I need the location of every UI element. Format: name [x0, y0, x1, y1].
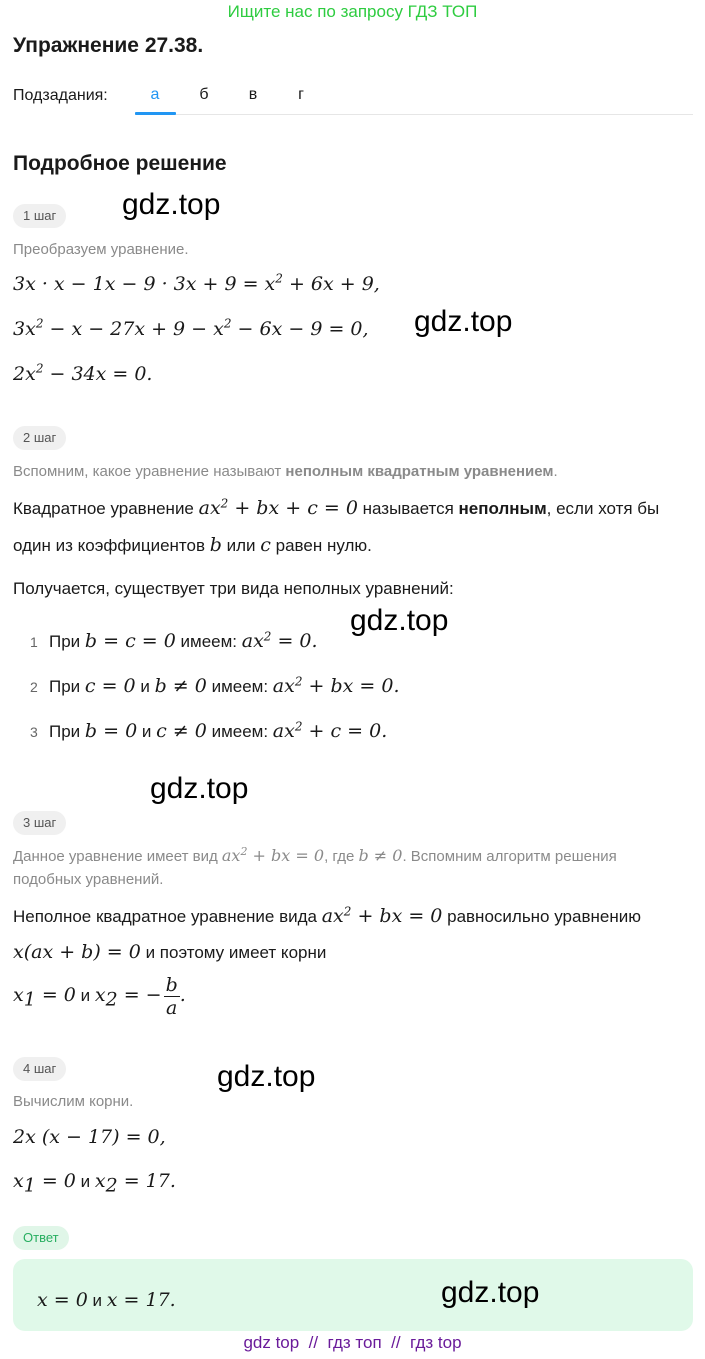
list-number: 1: [30, 634, 38, 650]
subtasks-label: Подзадания:: [13, 87, 108, 104]
watermark: gdz.top: [441, 1276, 540, 1309]
step4-equation-1: 2x (x − 17) = 0,: [13, 1126, 166, 1148]
step3-hint-line1: Данное уравнение имеет вид $ax^2$ + bx = 0, где b ≠ 0. Вспомним алгоритм решения: [13, 845, 617, 865]
step4-hint: Вычислим корни.: [13, 1093, 134, 1110]
list-text: При c = 0 и b ≠ 0 имеем: $ax^2$ + bx = 0.: [49, 674, 400, 697]
page-title: Упражнение 27.38.: [13, 34, 204, 57]
step2-definition-line1: Квадратное уравнение $ax^2$ + bx + c = 0 называется неполным, если хотя бы: [13, 496, 660, 519]
fraction: $\frac{b}{a}$: [165, 974, 178, 1019]
step2-types-intro: Получается, существует три вида неполных уравнений:: [13, 579, 454, 598]
watermark: gdz.top: [217, 1060, 316, 1093]
step4-roots: $x_1 = 0$ и $x_2 = 17$.: [13, 1170, 176, 1197]
step3-text-line2: x(ax + b) = 0 и поэтому имеет корни: [13, 941, 327, 963]
answer-text: x = 0 и x = 17.: [37, 1289, 176, 1311]
step2-hint: Вспомним, какое уравнение называют неполным квадратным уравнением.: [13, 463, 558, 480]
step-badge-3: 3 шаг: [13, 811, 66, 835]
list-number: 2: [30, 679, 38, 695]
watermark: gdz.top: [122, 188, 221, 221]
list-text: При b = c = 0 имеем: $ax^2 = 0$.: [49, 629, 318, 652]
active-tab-indicator: [135, 112, 176, 115]
step-badge-2: 2 шаг: [13, 426, 66, 450]
watermark: gdz.top: [350, 604, 449, 637]
step3-hint-line2: подобных уравнений.: [13, 871, 164, 888]
list-number: 3: [30, 724, 38, 740]
footer-links[interactable]: gdz top // гдз топ // гдз top: [243, 1333, 462, 1352]
step2-definition-line2: один из коэффициентов b или c равен нулю.: [13, 534, 372, 556]
step1-equation-2: $3x^2 - x - 27x + 9 - x^2 - 6x - 9 = 0$,: [13, 316, 369, 340]
list-text: При b = 0 и c ≠ 0 имеем: $ax^2 + c = 0$.: [49, 719, 388, 742]
step3-text-line1: Неполное квадратное уравнение вида $ax^2$ + bx = 0 равносильно уравнению: [13, 904, 641, 927]
tabs-divider: [135, 114, 693, 115]
tab-b[interactable]: б: [199, 86, 209, 103]
step-badge-1: 1 шаг: [13, 204, 66, 228]
tab-a[interactable]: а: [150, 86, 160, 103]
promo-banner: Ищите нас по запросу ГДЗ ТОП: [227, 2, 478, 21]
step1-equation-1: $3x \cdot x - 1x - 9 \cdot 3x + 9 = x^2 + 6x + 9$,: [13, 271, 380, 295]
answer-badge: Ответ: [13, 1226, 69, 1250]
watermark: gdz.top: [150, 772, 249, 805]
step-badge-4: 4 шаг: [13, 1057, 66, 1081]
step1-equation-3: $2x^2 - 34x = 0$.: [13, 361, 153, 385]
tab-v[interactable]: в: [248, 86, 258, 103]
tab-g[interactable]: г: [298, 86, 304, 103]
section-title: Подробное решение: [13, 152, 227, 175]
step1-hint: Преобразуем уравнение.: [13, 241, 189, 258]
step3-roots: $x_1 = 0$ и $x_2$ = − $\frac{b}{a}$ .: [13, 974, 186, 1019]
watermark: gdz.top: [414, 305, 513, 338]
